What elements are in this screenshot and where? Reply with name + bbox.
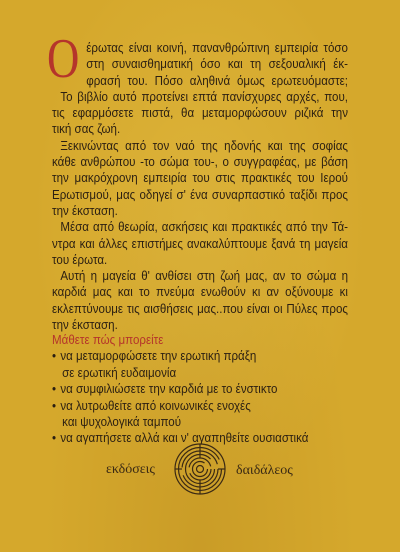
- publisher-label-left: εκδόσεις: [106, 462, 155, 477]
- body-line: τική σας ζωή.: [52, 122, 121, 137]
- list-item: [52, 398, 357, 431]
- bullet-icon: •: [52, 349, 57, 364]
- body-line: Ερωτισμού, μας οδηγεί σ' ένα συναρπαστικό ταξίδι προς: [52, 187, 348, 202]
- body-line: Αυτή η μαγεία θ' ανθίσει στη ζωή μας, αν το σώμα η: [60, 269, 348, 284]
- body-line: φρασή του. Πόσο αληθινά όμως ερωτευόμαστε;: [86, 73, 348, 88]
- body-line: του έρωτα.: [52, 252, 108, 267]
- bullet-icon: •: [52, 398, 57, 413]
- body-line: κάθε ανθρώπου -το σώμα του-, ο συγγραφέας, με βάση: [52, 155, 348, 170]
- publisher-label-right: δαιδάλεος: [236, 463, 293, 478]
- body-line: έρωτας είναι κοινή, πανανθρώπινη εμπειρία τόσο: [86, 41, 348, 55]
- learn-list: [52, 332, 357, 447]
- drop-cap: Ο: [47, 28, 80, 90]
- body-line: ντρα και άλλες επιστήμες ανακαλύπτουμε ξανά τη μαγεία: [52, 236, 348, 251]
- body-line: τις εφαρμόσετε πιστά, θα μεταμορφώσουν ριζικά την: [52, 106, 348, 121]
- labyrinth-icon: [174, 443, 226, 495]
- body-line: καρδιά μας και το πνεύμα ενωθούν κι αν οξύνουμε κι: [52, 285, 348, 300]
- list-item-line: να συμφιλιώσετε την καρδιά με το ένστικτο: [60, 382, 278, 397]
- blurb-text: [52, 40, 348, 333]
- list-item-line: σε ερωτική ευδαιμονία: [62, 365, 177, 380]
- body-line: την έκσταση.: [52, 318, 118, 333]
- body-line: εκλεπτύνουμε τις αισθήσεις μας..που είναι οι Πύλες προς: [52, 301, 348, 316]
- list-item-line: να μεταμορφώσετε την ερωτική πράξη: [60, 349, 257, 364]
- body-line: στη συναισθηματική όσο και τη σεξουαλική έκ-: [86, 57, 348, 72]
- body-line: Μέσα από θεωρία, ασκήσεις και πρακτικές από την Τά-: [60, 220, 348, 235]
- list-item: [52, 381, 357, 397]
- list-item-line: να λυτρωθείτε από κοινωνικές ενοχές: [60, 398, 251, 413]
- body-line: Ξεκινώντας από τον ναό της ηδονής και της σοφίας: [60, 138, 348, 153]
- bullet-icon: •: [52, 431, 57, 446]
- list-item-line: να αγαπήσετε αλλά και ν' αγαπηθείτε ουσιαστικά: [60, 431, 309, 446]
- body-line: την μακρόχρονη εμπειρία του στις πρακτικές του Ιερού: [52, 171, 348, 186]
- list-item: [52, 348, 357, 381]
- learn-heading: Μάθετε πώς μπορείτε: [52, 333, 164, 347]
- bullet-icon: •: [52, 382, 57, 397]
- list-item-line: και ψυχολογικά ταμπού: [62, 414, 182, 429]
- body-line: Το βιβλίο αυτό προτείνει επτά πανίσχυρες αρχές, που,: [60, 89, 348, 104]
- body-line: την έκσταση.: [52, 203, 118, 218]
